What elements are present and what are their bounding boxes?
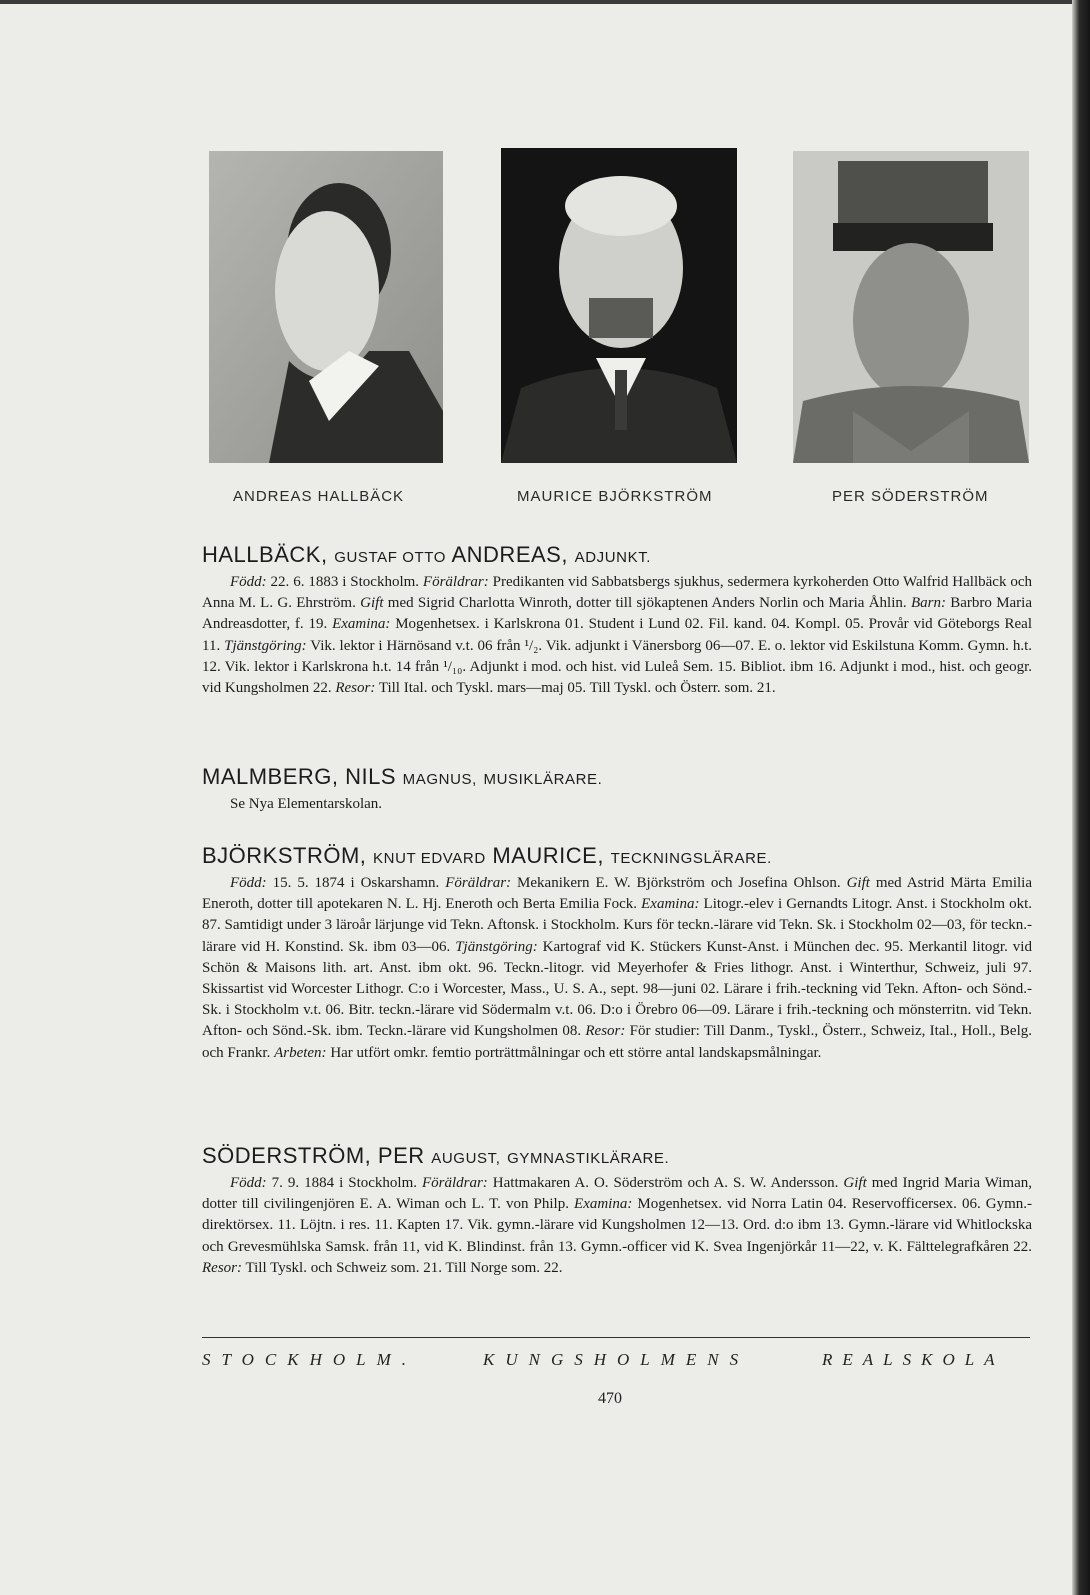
text-examina: Mogenhetsex. vid Norra Latin 04. Reservofficersex. 06. Gymn.-direktörsex. 11. Löjtn. i res. 11. Kapten 17. Vik. gymn.-lärare vid Kungsholmen 12—13. Ord. d:o ibm 13. Gymn.-lärare vid Whitlockska och Grevesmühlska Samsk. från 11, vid K. Blindinst. från 13. Gymn.-officer vid K. Svea Ingenjörkår 11—22, v. K. Fälttelegrafkåren 22. [202,1196,1032,1255]
text-resor: Till Ital. och Tyskl. mars—maj 05. Till Tyskl. och Österr. som. 21. [375,680,776,697]
text-gift: med Astrid Märta Emilia Eneroth, dotter till apotekaren N. L. Hj. Eneroth och Berta Emilia Fock. [202,875,1032,913]
surname: MALMBERG, NILS [202,764,397,789]
entry-text [202,794,1032,815]
entry-heading [202,542,1032,568]
label-barn: Barn: [910,595,946,612]
text-tjanstgoring: Kartograf vid K. Stückers Kunst-Anst. i München dec. 95. Merkantil litogr. vid Schön & Maisons lith. art. Anst. ibm okt. 96. Teckn.-litogr. vid Meyerhofer & Fries lithogr. Anst. i Winterthur, Schweiz, juli 97. Skissartist vid Worcester Lithogr. C:o i Worcester, Mass., U. S. A., sept. 98—juni 02. Lärare i frih.-teckning vid Tekn. Afton- och Sönd.-Sk. i Stockholm v.t. 06. Bitr. teckn.-lärare vid Södermalm v.t. 06. D:o i Örebro 06—09. Lärare i frih.-teckning och mönsterritn. vid Tekn. Afton- och Sönd.-Sk. ibm. Teckn.-lärare vid Kungsholmen 08. [202,938,1032,1040]
given-names: MAGNUS, [402,771,477,788]
entry-text [202,572,1032,699]
label-fodd: Född: [230,875,267,891]
surname: SÖDERSTRÖM, PER [202,1143,425,1168]
entry-heading [202,843,1032,869]
text-examina: Mogenhetsex. i Karlskrona 01. Student i Lund 02. Fil. kand. 04. Kompl. 05. Provår vid Göteborgs Real 11. [202,616,1032,654]
role: ADJUNKT. [574,549,652,566]
label-gift: Gift [846,875,870,891]
label-tjanstgoring: Tjänstgöring: [224,637,307,654]
text-barn: Barbro Maria Andreasdotter, f. 19. [202,595,1033,633]
label-foraldrar: Föräldrar: [422,574,489,590]
text-foraldrar: Hattmakaren A. O. Söderström och A. S. W. Andersson. [487,1175,844,1191]
text-tjanstgoring: Vik. lektor i Härnösand v.t. 06 från ¹/₂. Vik. adjunkt i Vänersborg 06—07. E. o. lektor vid Eskilstuna Komm. Gymn. h.t. 12. Vik. lektor i Karlskrona h.t. 14 från ¹/₁₀. Adjunkt i mod. och hist. vid Luleå Sem. 15. Bibliot. ibm 16. Adjunkt i mod., hist. och geogr. vid Kungsholmen 22. [202,637,1032,697]
entry-bjorkstrom [202,843,1032,1064]
text-gift: med Sigrid Charlotta Winroth, dotter till sjökaptenen Anders Norlin och Maria Åhlin. [383,595,911,612]
footer-school-b: REALSKOLA [822,1350,1005,1369]
portrait-per-soderstrom [793,151,1029,463]
role: MUSIKLÄRARE. [483,771,603,788]
surname: BJÖRKSTRÖM, [202,843,367,868]
entry-text [202,1173,1032,1279]
text-fodd: 15. 5. 1874 i Oskarshamn. [266,875,446,891]
entry-heading [202,1143,1032,1169]
label-examina: Examina: [332,616,391,633]
caption-maurice-bjorkstrom: MAURICE BJÖRKSTRÖM [517,488,713,505]
entry-malmberg [202,764,1032,815]
surname: HALLBÄCK, [202,542,328,567]
entry-hallback [202,542,1032,699]
entry-text [202,873,1032,1064]
role: GYMNASTIKLÄRARE. [507,1150,670,1167]
call-name: ANDREAS, [451,542,568,567]
label-arbeten: Arbeten: [274,1044,327,1061]
caption-andreas-hallback: ANDREAS HALLBÄCK [233,488,405,505]
label-resor: Resor: [202,1259,242,1276]
book-spine-edge [1072,0,1090,1595]
text-foraldrar: Mekanikern E. W. Björkström och Josefina Ohlson. [511,875,847,891]
label-examina: Examina: [574,1196,633,1213]
footer-school-a: KUNGSHOLMENS [483,1350,750,1369]
label-resor: Resor: [335,680,376,697]
text-fodd: 22. 6. 1883 i Stockholm. [266,574,423,590]
portrait-andreas-hallback [209,151,443,463]
given-names: GUSTAF OTTO [334,549,447,566]
given-names: AUGUST, [431,1150,501,1167]
text-arbeten: Har utfört omkr. femtio porträttmålningar och ett större antal landskapsmålningar. [326,1044,822,1061]
page-number: 470 [598,1390,622,1407]
text-resor: För studier: Till Danm., Tyskl., Österr., Schweiz, Ital., Holl., Belg. och Frankr. [202,1023,1032,1061]
label-gift: Gift [360,595,384,612]
text-gift: med Ingrid Maria Wiman, dotter till civilingenjören E. A. Wiman och L. T. von Philp. [202,1175,1033,1213]
label-tjanstgoring: Tjänstgöring: [455,938,538,955]
label-foraldrar: Föräldrar: [445,875,512,891]
portrait-maurice-bjorkstrom [501,148,737,463]
given-names: KNUT EDVARD [373,850,486,867]
caption-per-soderstrom: PER SÖDERSTRÖM [832,488,989,505]
footer-rule [202,1337,1030,1338]
label-fodd: Född: [230,574,267,590]
label-gift: Gift [843,1175,867,1191]
footer-city: STOCKHOLM. [202,1350,418,1369]
label-fodd: Född: [230,1175,267,1191]
label-foraldrar: Föräldrar: [421,1175,488,1191]
page-top-edge [0,0,1090,4]
text-fodd: 7. 9. 1884 i Stockholm. [266,1175,422,1191]
role: TECKNINGSLÄRARE. [610,850,772,867]
text-examina: Litogr.-elev i Gernandts Litogr. Anst. i Stockholm okt. 87. Samtidigt under 3 läroår lärjunge vid Tekn. Aftonsk. i Stockholm. Kurs för teckn.-lärare vid Tekn. Sk. i Stockholm 02—03, för teckn.-lärare vid H. Konstind. Sk. ibm 03—06. [202,896,1032,955]
call-name: MAURICE, [492,843,604,868]
text-resor: Till Tyskl. och Schweiz som. 21. Till Norge som. 22. [242,1259,563,1276]
entry-heading [202,764,1032,790]
label-examina: Examina: [641,896,700,913]
text-foraldrar: Predikanten vid Sabbatsbergs sjukhus, sedermera kyrkoherden Otto Walfrid Hallbäck och Anna M. L. G. Ehrström. [202,574,1032,612]
label-resor: Resor: [585,1023,626,1040]
text-reference: Se Nya Elementarskolan. [230,796,383,812]
entry-soderstrom [202,1143,1032,1279]
